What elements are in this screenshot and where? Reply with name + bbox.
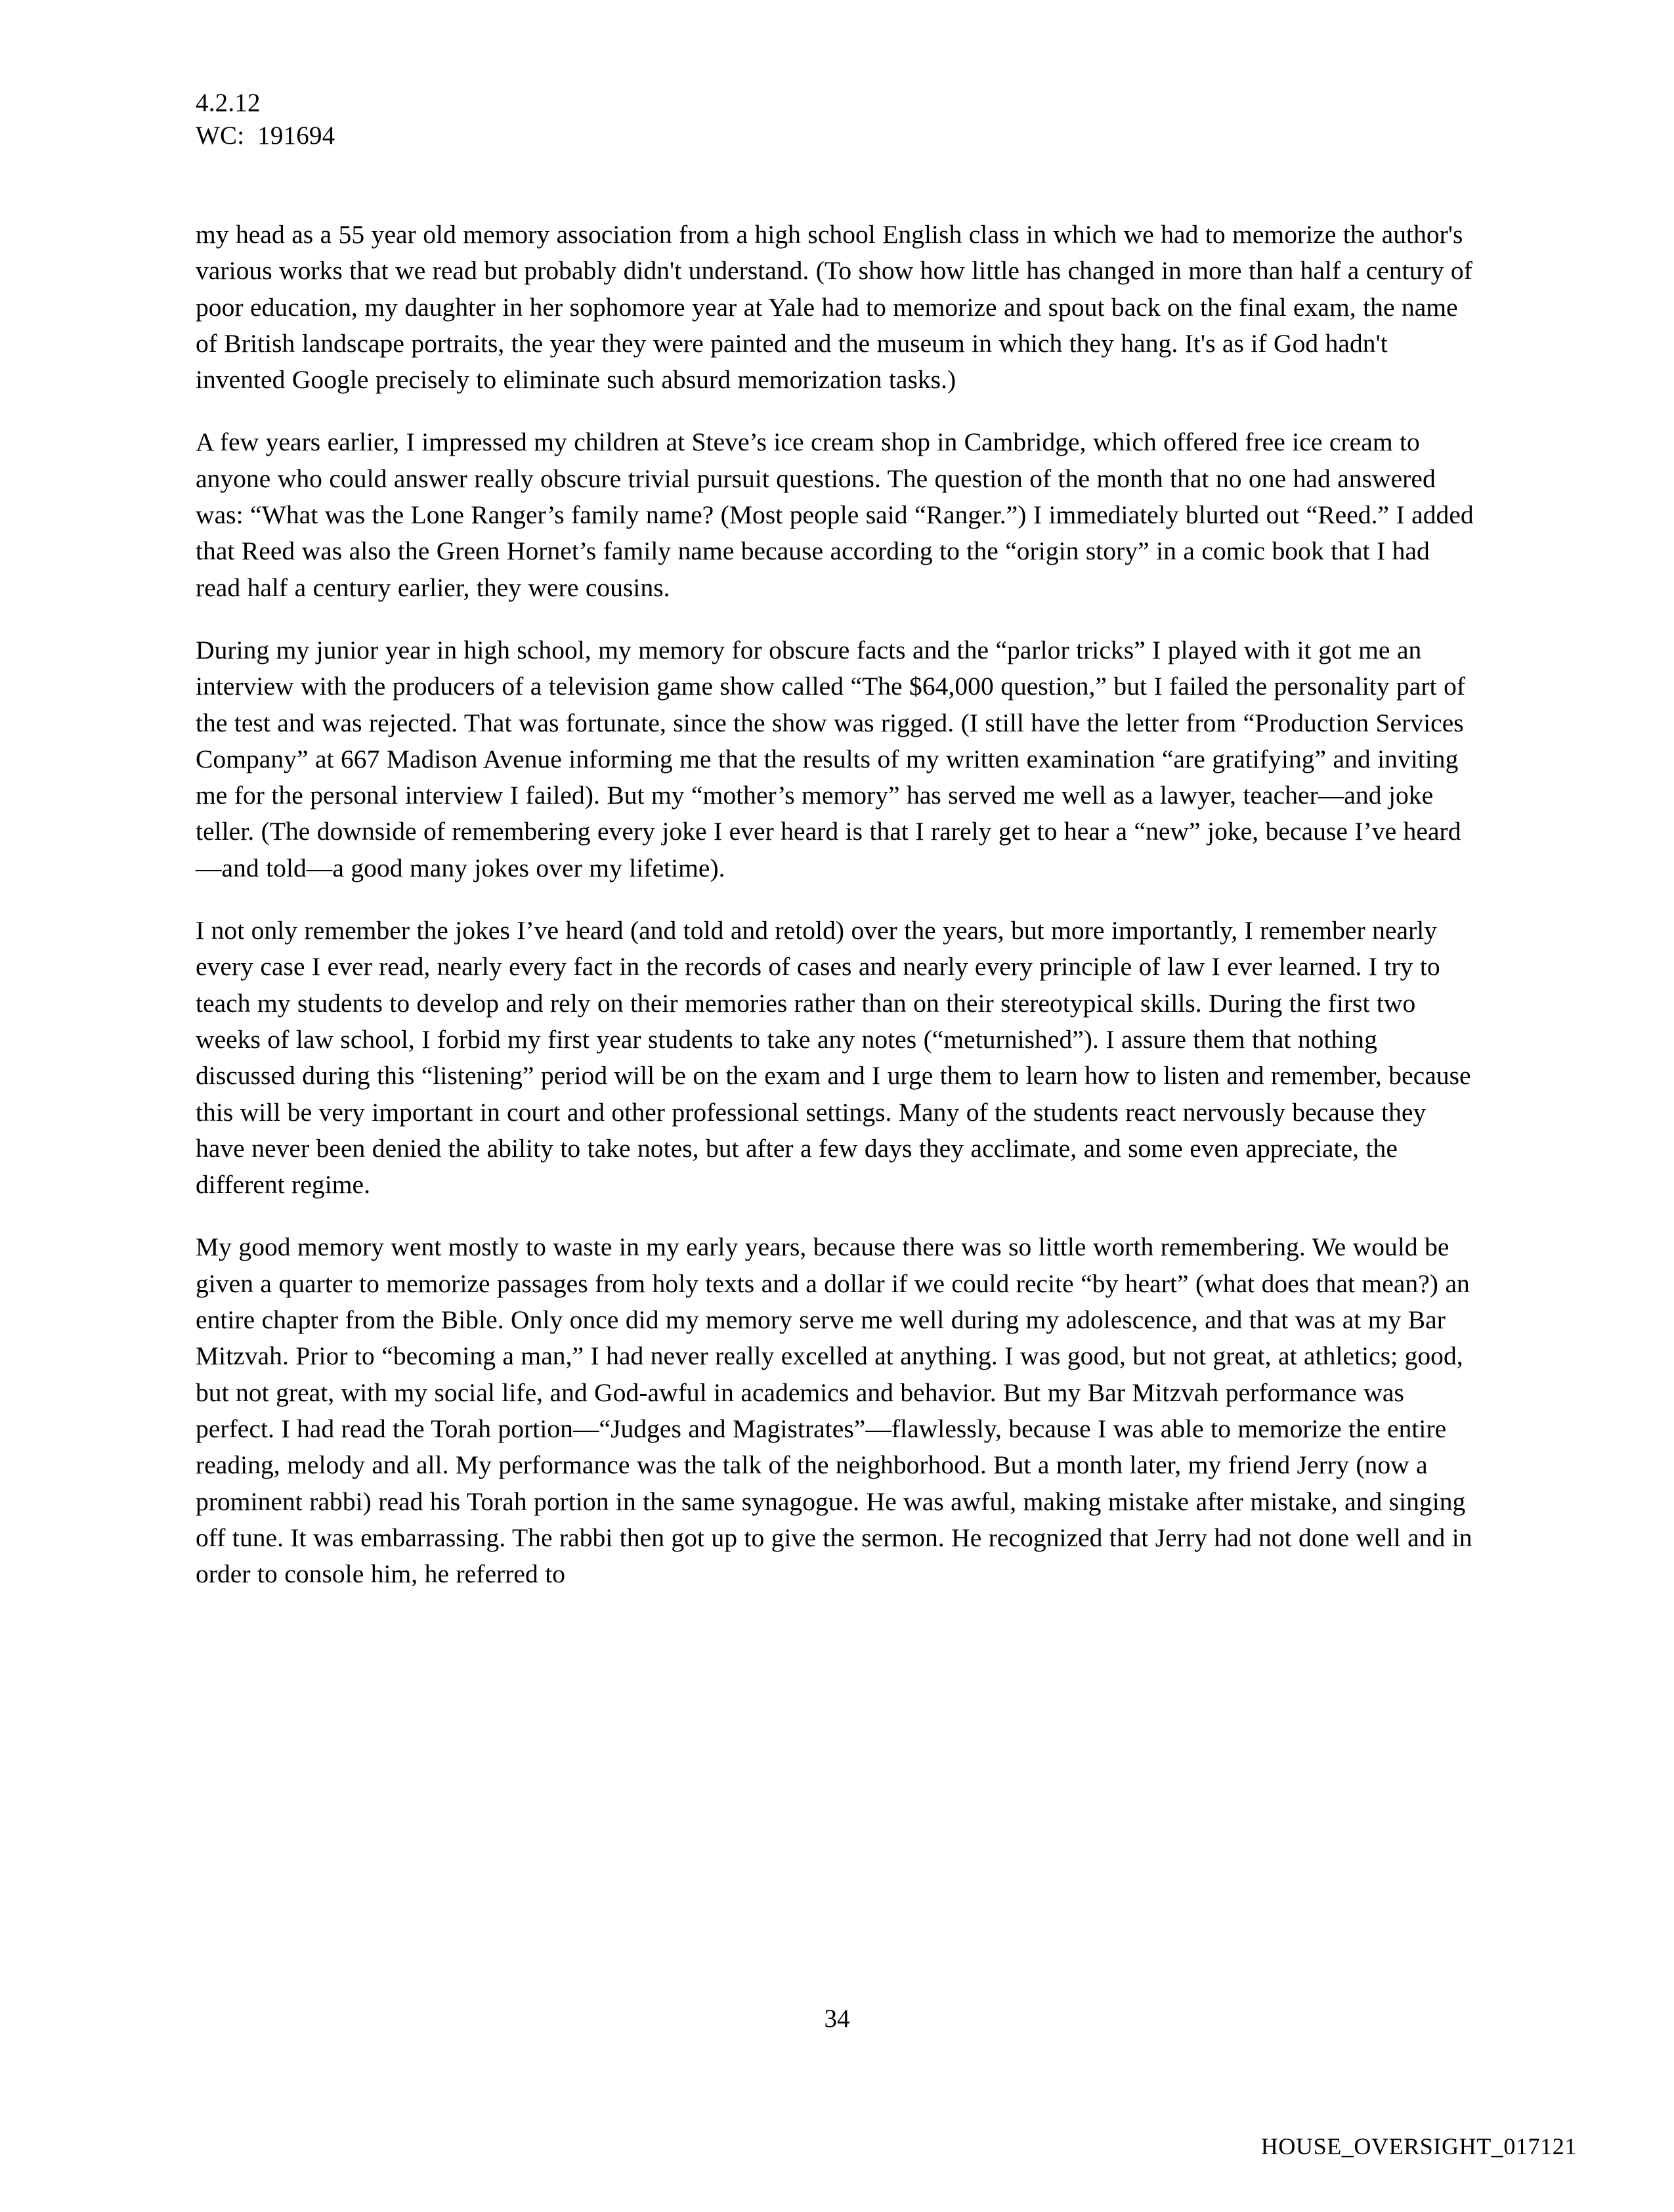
- paragraph: my head as a 55 year old memory association from a high school English class in which we had to memorize the author's various works that we read but probably didn't understand. (To show how little has changed in more than half a century of poor education, my daughter in her sophomore year at Yale had to memorize and spout back on the final exam, the name of British landscape portraits, the year they were painted and the museum in which they hang. It's as if God hadn't invented Google precisely to eliminate such absurd memorization tasks.): [196, 220, 1472, 395]
- page-number: 34: [824, 2005, 850, 2033]
- paragraph: During my junior year in high school, my memory for obscure facts and the “parlor tricks” I played with it got me an interview with the producers of a television game show called “The $64,000 question,” but I failed the personality part of the test and was rejected. That was fortunate, since the show was rigged. (I still have the letter from “Production Services Company” at 667 Madison Avenue informing me that the results of my written examination “are gratifying” and inviting me for the personal interview I failed). But my “mother’s memory” has served me well as a lawyer, teacher—and joke teller. (The downside of remembering every joke I ever heard is that I rarely get to hear a “new” joke, because I’ve heard—and told—a good many jokes over my lifetime).: [196, 635, 1466, 882]
- document-header: [196, 87, 335, 152]
- header-date: 4.2.12: [196, 89, 261, 117]
- document-body: [196, 217, 1479, 1618]
- header-word-count: WC: 191694: [196, 121, 335, 150]
- bates-stamp: HOUSE_OVERSIGHT_017121: [1260, 2133, 1577, 2159]
- paragraph: I not only remember the jokes I’ve heard (and told and retold) over the years, but more importantly, I remember nearly every case I ever read, nearly every fact in the records of cases and nearly every principle of law I ever learned. I try to teach my students to develop and rely on their memories rather than on their stereotypical skills. During the first two weeks of law school, I forbid my first year students to take any notes (“meturnished”). I assure them that nothing discussed during this “listening” period will be on the exam and I urge them to learn how to listen and remember, because this will be very important in court and other professional settings. Many of the students react nervously because they have never been denied the ability to take notes, but after a few days they acclimate, and some even appreciate, the different regime.: [196, 916, 1471, 1200]
- paragraph: My good memory went mostly to waste in my early years, because there was so little worth remembering. We would be given a quarter to memorize passages from holy texts and a dollar if we could recite “by heart” (what does that mean?) an entire chapter from the Bible. Only once did my memory serve me well during my adolescence, and that was at my Bar Mitzvah. Prior to “becoming a man,” I had never really excelled at anything. I was good, but not great, at athletics; good, but not great, with my social life, and God-awful in academics and behavior. But my Bar Mitzvah performance was perfect. I had read the Torah portion—“Judges and Magistrates”—flawlessly, because I was able to memorize the entire reading, melody and all. My performance was the talk of the neighborhood. But a month later, my friend Jerry (now a prominent rabbi) read his Torah portion in the same synagogue. He was awful, making mistake after mistake, and singing off tune. It was embarrassing. The rabbi then got up to give the sermon. He recognized that Jerry had not done well and in order to console him, he referred to: [196, 1232, 1472, 1589]
- paragraph: A few years earlier, I impressed my children at Steve’s ice cream shop in Cambridge, which offered free ice cream to anyone who could answer really obscure trivial pursuit questions. The question of the month that no one had answered was: “What was the Lone Ranger’s family name? (Most people said “Ranger.”) I immediately blurted out “Reed.” I added that Reed was also the Green Hornet’s family name because according to the “origin story” in a comic book that I had read half a century earlier, they were cousins.: [196, 427, 1474, 602]
